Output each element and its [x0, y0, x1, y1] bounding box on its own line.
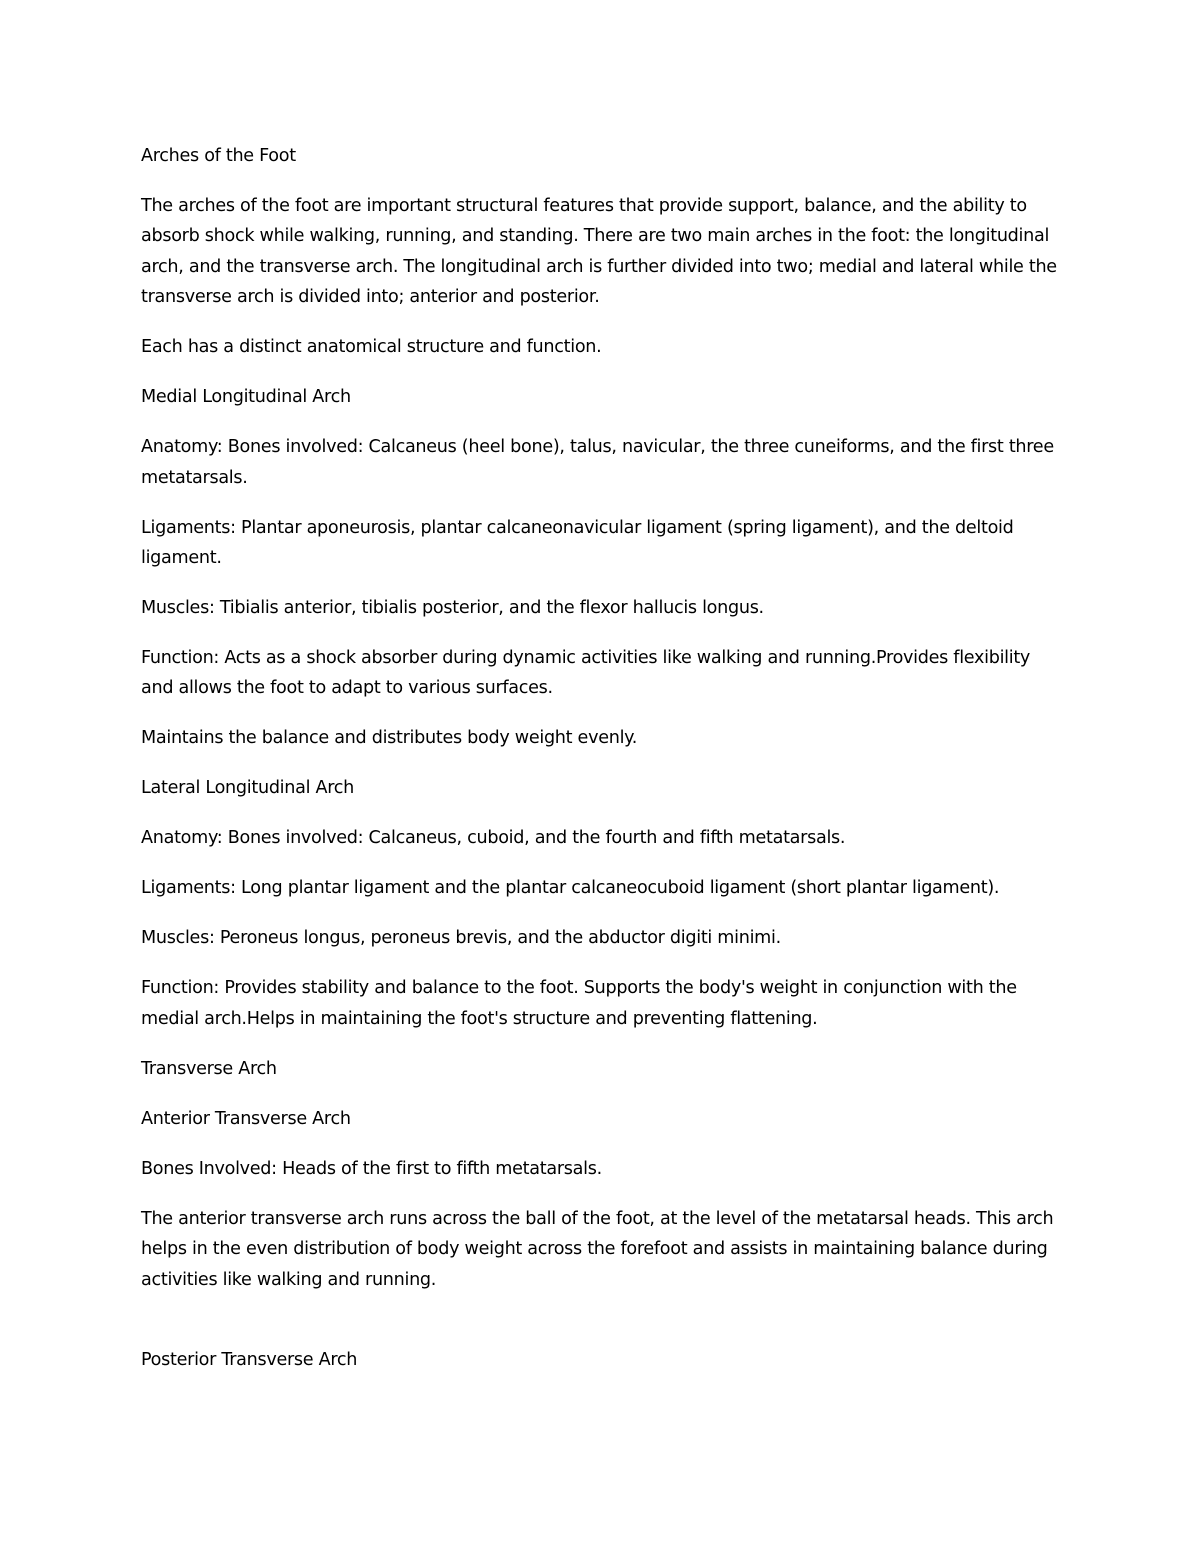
section-heading-medial: Medial Longitudinal Arch	[141, 387, 351, 408]
section-heading-lateral: Lateral Longitudinal Arch	[141, 778, 354, 799]
lateral-anatomy: Anatomy: Bones involved: Calcaneus, cuboid, and the fourth and fifth metatarsals.	[141, 828, 846, 849]
subsection-heading-anterior: Anterior Transverse Arch	[141, 1108, 351, 1129]
subsection-heading-posterior: Posterior Transverse Arch	[141, 1350, 358, 1371]
document-body	[141, 141, 1061, 1395]
medial-ligaments: Ligaments: Plantar aponeurosis, plantar calcaneonavicular ligament (spring ligament), and the deltoid ligament.	[141, 517, 1014, 569]
medial-function: Function: Acts as a shock absorber during dynamic activities like walking and running.Provides flexibility and allows the foot to adapt to various surfaces.	[141, 648, 1031, 699]
medial-anatomy: Anatomy: Bones involved: Calcaneus (heel bone), talus, navicular, the three cuneiforms, and the first three metatarsals.	[141, 437, 1054, 488]
lateral-ligaments: Ligaments: Long plantar ligament and the plantar calcaneocuboid ligament (short plantar ligament).	[141, 878, 1000, 899]
lateral-function: Function: Provides stability and balance to the foot. Supports the body's weight in conjunction with the medial arch.Helps in maintaining the foot's structure and preventing flattening.	[141, 978, 1017, 1029]
intro-paragraph: The arches of the foot are important structural features that provide support, balance, and the ability to absorb shock while walking, running, and standing. There are two main arches in the foot: the longitudinal arch, and the transverse arch. The longitudinal arch is further divided into two; medial and lateral while the transverse arch is divided into; anterior and posterior.	[141, 196, 1057, 308]
medial-function-extra: Maintains the balance and distributes body weight evenly.	[141, 728, 638, 749]
section-heading-transverse: Transverse Arch	[141, 1058, 277, 1079]
intro-summary: Each has a distinct anatomical structure and function.	[141, 337, 602, 358]
document-title: Arches of the Foot	[141, 146, 296, 166]
medial-muscles: Muscles: Tibialis anterior, tibialis posterior, and the flexor hallucis longus.	[141, 598, 764, 619]
lateral-muscles: Muscles: Peroneus longus, peroneus brevis, and the abductor digiti minimi.	[141, 928, 781, 949]
anterior-description: The anterior transverse arch runs across the ball of the foot, at the level of the metatarsal heads. This arch helps in the even distribution of body weight across the forefoot and assists in maintaining balance during activities like walking and running.	[141, 1208, 1054, 1290]
anterior-bones: Bones Involved: Heads of the first to fifth metatarsals.	[141, 1158, 602, 1179]
